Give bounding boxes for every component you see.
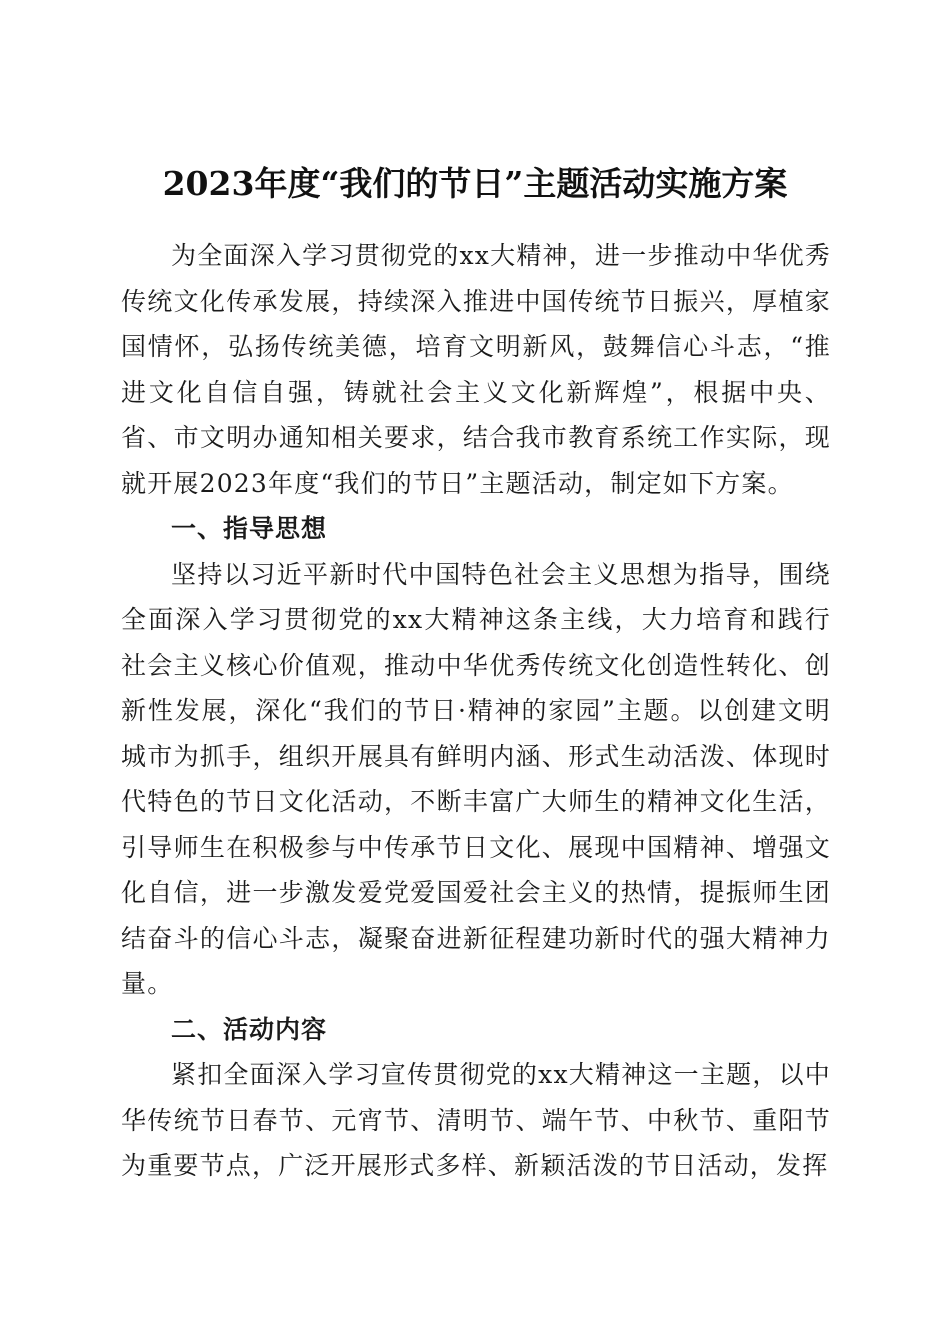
section-paragraph-guiding-thought: 坚持以习近平新时代中国特色社会主义思想为指导，围绕全面深入学习贯彻党的xx大精神这条主线，大力培育和践行社会主义核心价值观，推动中华优秀传统文化创造性转化、创新性发展，深化“我们的节日·精神的家园”主题。以创建文明城市为抓手，组织开展具有鲜明内涵、形式生动活泼、体现时代特色的节日文化活动，不断丰富广大师生的精神文化生活，引导师生在积极参与中传承节日文化、展现中国精神、增强文化自信，进一步激发爱党爱国爱社会主义的热情，提振师生团结奋斗的信心斗志，凝聚奋进新征程建功新时代的强大精神力量。 [121,559,831,998]
document-title: 2023年度“我们的节日”主题活动实施方案 [162,164,788,204]
section-heading-guiding-thought: 一、指导思想 [171,514,328,543]
intro-paragraph: 为全面深入学习贯彻党的xx大精神，进一步推动中华优秀传统文化传承发展，持续深入推进中国传统节日振兴，厚植家国情怀，弘扬传统美德，培育文明新风，鼓舞信心斗志，“推进文化自信自强，铸就社会主义文化新辉煌”，根据中央、省、市文明办通知相关要求，结合我市教育系统工作实际，现就开展2023年度“我们的节日”主题活动，制定如下方案。 [121,241,831,498]
section-paragraph-activity-content: 紧扣全面深入学习宣传贯彻党的xx大精神这一主题，以中华传统节日春节、元宵节、清明节、端午节、中秋节、重阳节为重要节点，广泛开展形式多样、新颖活泼的节日活动，发挥 [121,1060,831,1180]
document-body [121,233,831,1189]
section-heading-activity-content: 二、活动内容 [171,1014,328,1044]
